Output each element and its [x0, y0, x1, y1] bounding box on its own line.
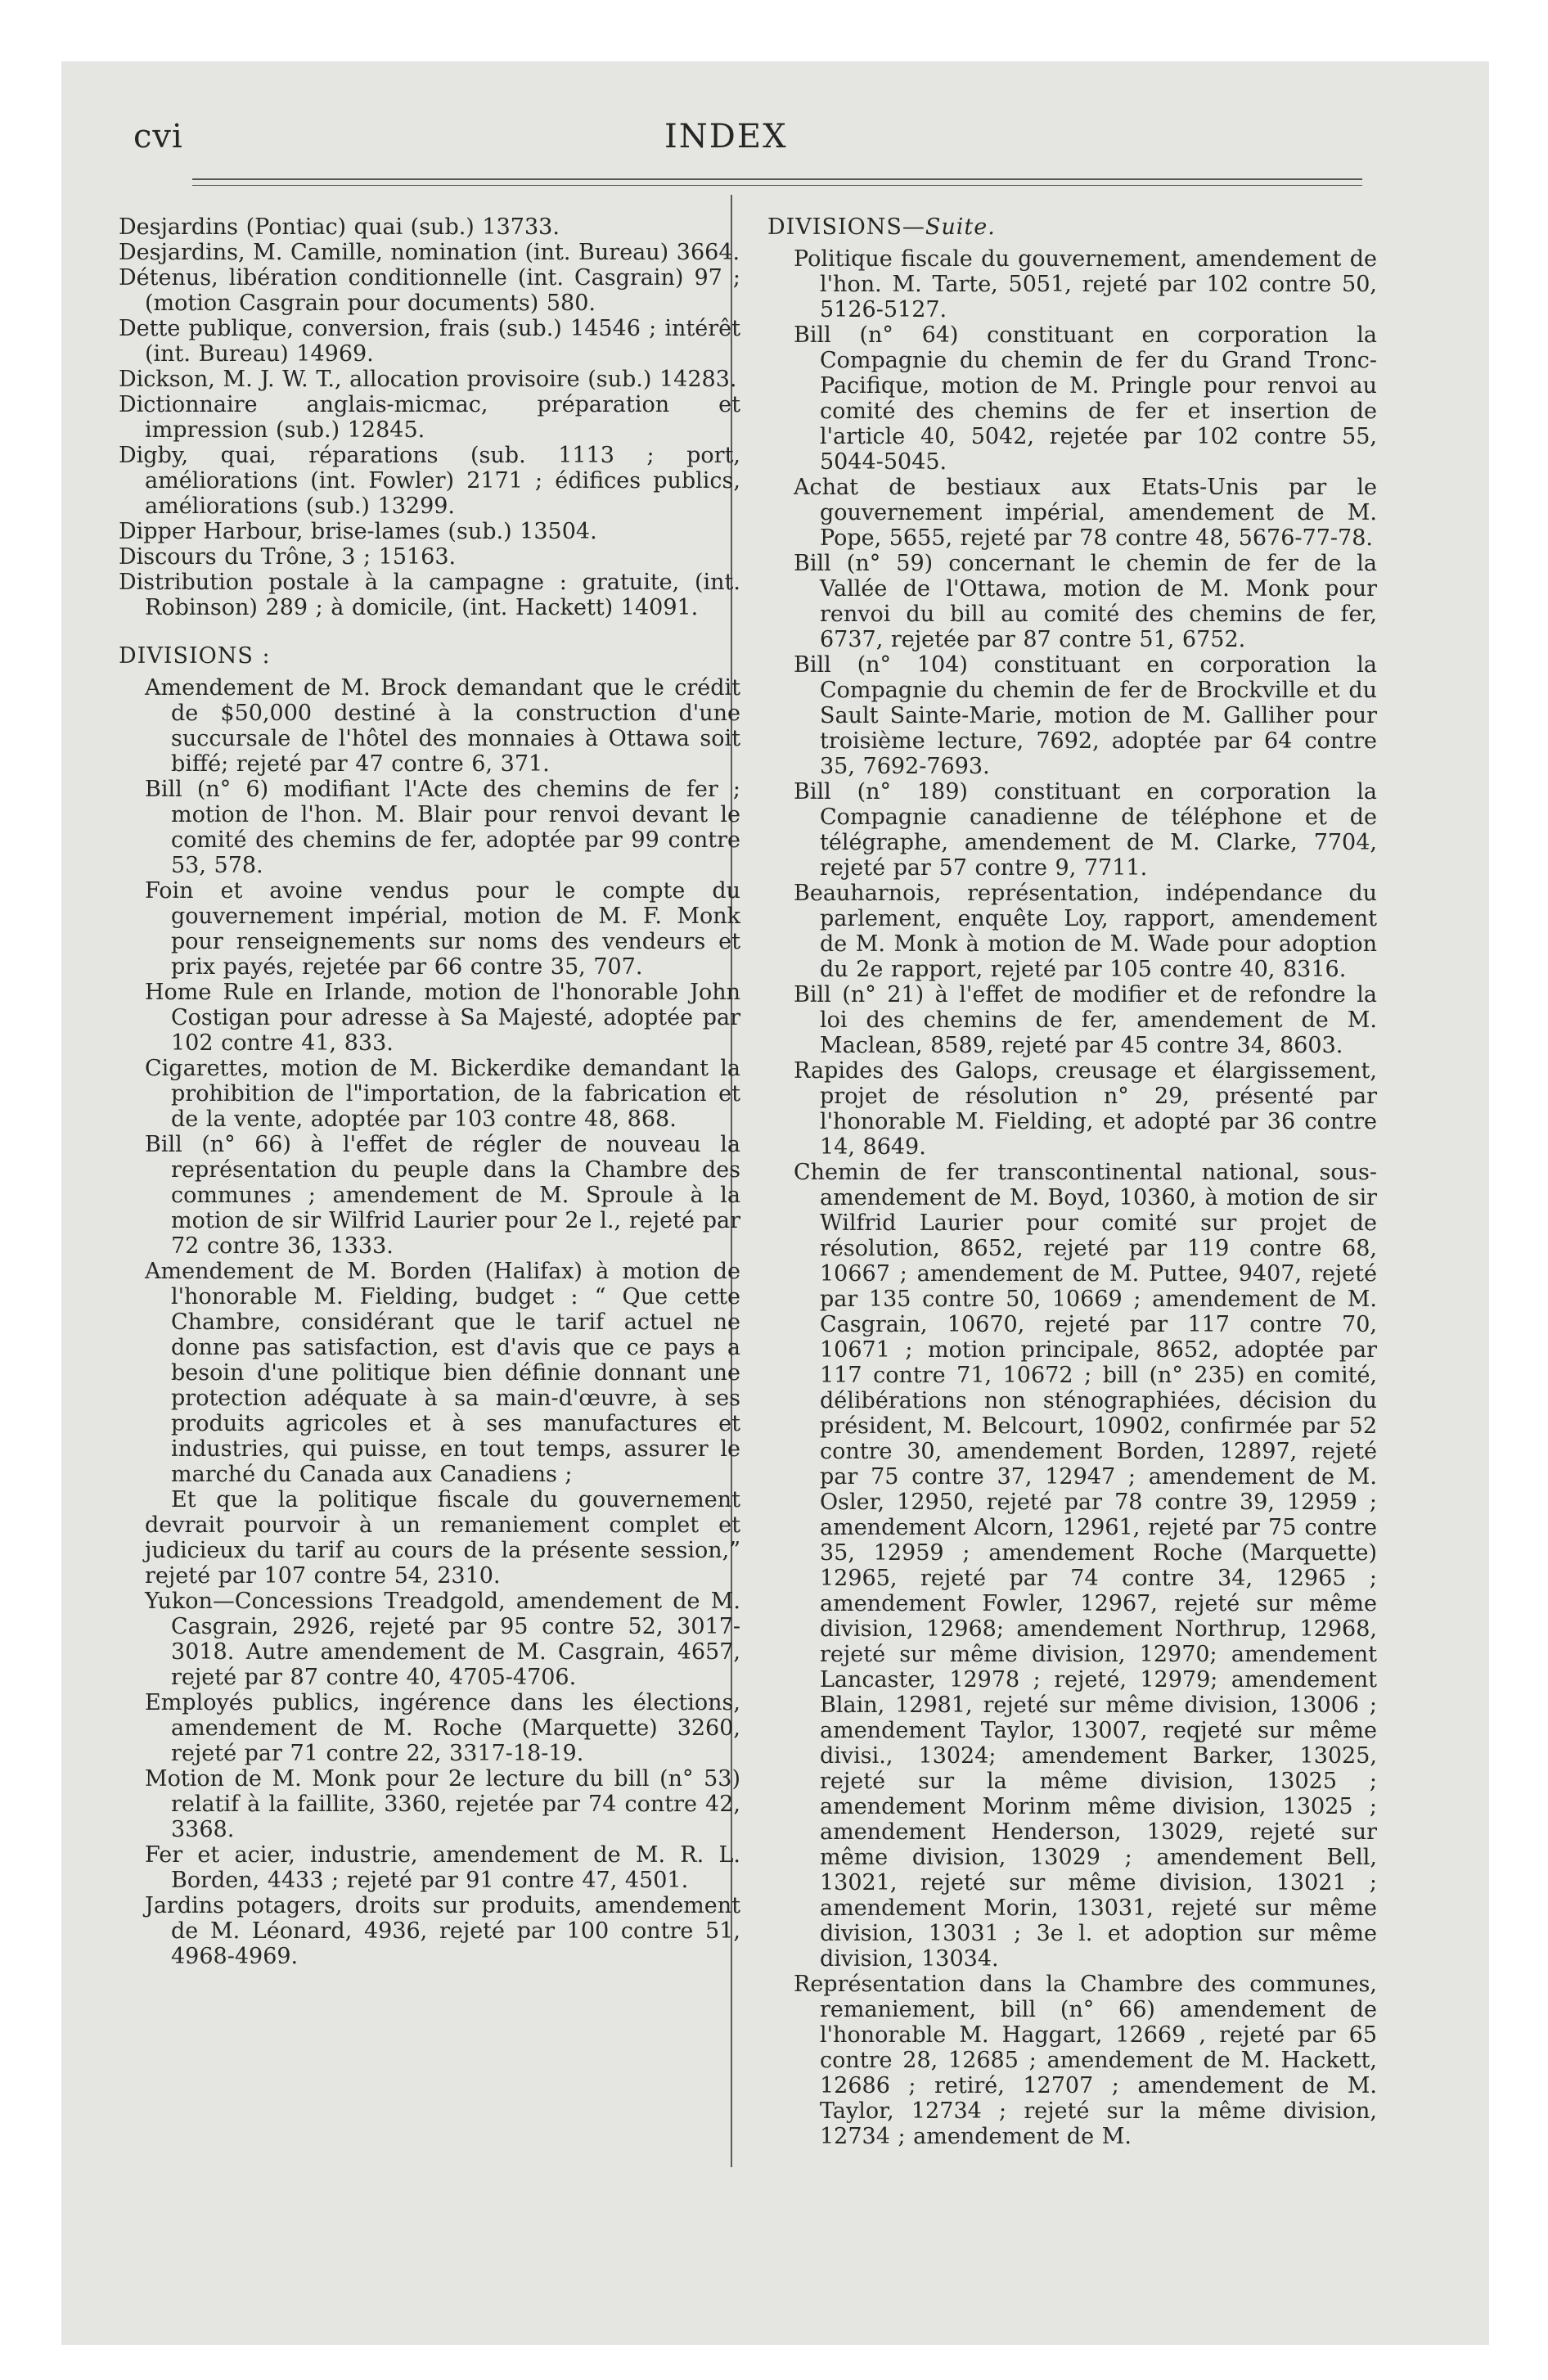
division-entry: Bill (n° 21) à l'effet de modifier et de refondre la loi des chemins de fer, amendement de M. Maclean, 8589, rejeté par 45 contre 34, 8603.: [794, 982, 1377, 1058]
index-entry: Dictionnaire anglais-micmac, préparation et impression (sub.) 12845.: [119, 392, 740, 443]
index-entry: Discours du Trône, 3 ; 15163.: [119, 544, 457, 570]
divisions-continued-heading: [767, 214, 1377, 240]
divisions-heading: DIVISIONS :: [119, 643, 271, 669]
division-entry: Bill (n° 104) constituant en corporation la Compagnie du chemin de fer de Brockville et du Sault Sainte-Marie, motion de M. Galliher pour troisième lecture, 7692, adoptée par 64 contre 35, 7692-7693.: [794, 652, 1377, 779]
header-rule: [192, 178, 1362, 180]
division-entry: Bill (n° 64) constituant en corporation la Compagnie du chemin de fer du Grand Tronc-Pacifique, motion de M. Pringle pour renvoi au comité des chemins de fer et insertion de l'article 40, 5042, rejetée par 102 contre 55, 5044-5045.: [794, 322, 1377, 475]
division-entry: Beauharnois, représentation, indépendance du parlement, enquête Loy, rapport, amendement de M. Monk à motion de M. Wade pour adoption du 2e rapport, rejeté par 105 contre 40, 8316.: [794, 881, 1377, 982]
division-entry: Amendement de M. Brock demandant que le crédit de $50,000 destiné à la construction d'une succursale de l'hôtel des monnaies à Ottawa soit biffé; rejeté par 47 contre 6, 371.: [145, 675, 740, 777]
index-entry: Dickson, M. J. W. T., allocation provisoire (sub.) 14283.: [119, 367, 737, 392]
division-entry: Bill (n° 59) concernant le chemin de fer de la Vallée de l'Ottawa, motion de M. Monk pour renvoi du bill au comité des chemins de fer, 6737, rejetée par 87 contre 51, 6752.: [794, 551, 1377, 652]
division-entry: Bill (n° 6) modifiant l'Acte des chemins de fer ; motion de l'hon. M. Blair pour renvoi devant le comité des chemins de fer, adoptée par 99 contre 53, 578.: [145, 777, 740, 878]
page-number: cvi: [133, 118, 183, 156]
division-entry-continuation: Et que la politique fiscale du gouvernement devrait pourvoir à un remaniement complet et judicieux du tarif au cours de la présente session,” rejeté par 107 contre 54, 2310.: [145, 1487, 740, 1589]
division-entry: Chemin de fer transcontinental national, sous-amendement de M. Boyd, 10360, à motion de sir Wilfrid Laurier pour comité sur projet de résolution, 8652, rejeté par 119 contre 68, 10667 ; amendement de M. Puttee, 9407, rejeté par 135 contre 50, 10669 ; amendement de M. Casgrain, 10670, rejeté par 117 contre 70, 10671 ; motion principale, 8652, adoptée par 117 contre 71, 10672 ; bill (n° 235) en comité, délibérations non sténographiées, décision du président, M. Belcourt, 10902, confirmée par 52 contre 30, amendement Borden, 12897, rejeté par 75 contre 37, 12947 ; amendement de M. Osler, 12950, rejeté par 78 contre 39, 12959 ; amendement Alcorn, 12961, rejeté par 75 contre 35, 12959 ; amendement Roche (Marquette) 12965, rejeté par 74 contre 34, 12965 ; amendement Fowler, 12967, rejeté sur même division, 12968; amendement Northrup, 12968, rejeté sur même division, 12970; amendement Lancaster, 12978 ; rejeté, 12979; amendement Blain, 12981, rejeté sur même division, 13006 ; amendement Taylor, 13007, reqjeté sur même divisi., 13024; amendement Barker, 13025, rejeté sur la même division, 13025 ; amendement Morinm même division, 13025 ; amendement Henderson, 13029, rejeté sur même division, 13029 ; amendement Bell, 13021, rejeté sur même division, 13021 ; amendement Morin, 13031, rejeté sur même division, 13031 ; 3e l. et adoption sur même division, 13034.: [794, 1160, 1377, 1972]
division-entry: Home Rule en Irlande, motion de l'honorable John Costigan pour adresse à Sa Majesté, adoptée par 102 contre 41, 833.: [145, 980, 740, 1056]
division-entry: Foin et avoine vendus pour le compte du gouvernement impérial, motion de M. F. Monk pour renseignements sur noms des vendeurs et prix payés, rejetée par 66 contre 35, 707.: [145, 878, 740, 980]
division-entry: Jardins potagers, droits sur produits, amendement de M. Léonard, 4936, rejeté par 100 contre 51, 4968-4969.: [145, 1893, 740, 1969]
division-entry: Représentation dans la Chambre des communes, remaniement, bill (n° 66) amendement de l'honorable M. Haggart, 12669 , rejeté par 65 contre 28, 12685 ; amendement de M. Hackett, 12686 ; retiré, 12707 ; amendement de M. Taylor, 12734 ; rejeté sur la même division, 12734 ; amendement de M.: [794, 1972, 1377, 2149]
division-entry: Bill (n° 66) à l'effet de régler de nouveau la représentation du peuple dans la Chambre des communes ; amendement de M. Sproule à la motion de sir Wilfrid Laurier pour 2e l., rejeté par 72 contre 36, 1333.: [145, 1132, 740, 1259]
page-title: INDEX: [664, 118, 788, 156]
division-entry: Politique fiscale du gouvernement, amendement de l'hon. M. Tarte, 5051, rejeté par 102 contre 50, 5126-5127.: [794, 246, 1377, 322]
division-entry: Fer et acier, industrie, amendement de M. R. L. Borden, 4433 ; rejeté par 91 contre 47, 4501.: [145, 1842, 740, 1893]
division-entry: Cigarettes, motion de M. Bickerdike demandant la prohibition de l"importation, de la fabrication et de la vente, adoptée par 103 contre 48, 868.: [145, 1056, 740, 1132]
division-entry: Amendement de M. Borden (Halifax) à motion de l'honorable M. Fielding, budget : “ Que cette Chambre, considérant que le tarif actuel ne donne pas satisfaction, est d'avis que ce pays a besoin d'une politique bien définie donnant une protection adéquate à sa main-d'œuvre, à ses produits agricoles et à ses manufactures et industries, qui puisse, en tout temps, assurer le marché du Canada aux Canadiens ;: [145, 1259, 740, 1487]
index-entry: Digby, quai, réparations (sub. 1113 ; port, améliorations (int. Fowler) 2171 ; édifices publics, améliorations (sub.) 13299.: [119, 443, 740, 519]
division-entry: Rapides des Galops, creusage et élargissement, projet de résolution n° 29, présenté par l'honorable M. Fielding, et adopté par 36 contre 14, 8649.: [794, 1058, 1377, 1160]
header-rule-thin: [192, 185, 1362, 186]
index-entry: Dipper Harbour, brise-lames (sub.) 13504.: [119, 519, 597, 544]
left-column: [119, 214, 740, 1969]
index-entry: Distribution postale à la campagne : gratuite, (int. Robinson) 289 ; à domicile, (int. Hackett) 14091.: [119, 570, 740, 620]
index-entry: Desjardins, M. Camille, nomination (int. Bureau) 3664.: [119, 240, 740, 265]
index-entry: Détenus, libération conditionnelle (int. Casgrain) 97 ; (motion Casgrain pour documents) 580.: [119, 265, 740, 316]
division-entry: Achat de bestiaux aux Etats-Unis par le gouvernement impérial, amendement de M. Pope, 5655, rejeté par 78 contre 48, 5676-77-78.: [794, 475, 1377, 551]
right-column: [767, 214, 1377, 2149]
division-entry: Employés publics, ingérence dans les élections, amendement de M. Roche (Marquette) 3260, rejeté par 71 contre 22, 3317-18-19.: [145, 1690, 740, 1766]
index-entry: Dette publique, conversion, frais (sub.) 14546 ; intérêt (int. Bureau) 14969.: [119, 316, 740, 367]
division-entry: Bill (n° 189) constituant en corporation la Compagnie canadienne de téléphone et de télégraphe, amendement de M. Clarke, 7704, rejeté par 57 contre 9, 7711.: [794, 779, 1377, 881]
index-entry: Desjardins (Pontiac) quai (sub.) 13733.: [119, 214, 560, 240]
division-entry: Yukon—Concessions Treadgold, amendement de M. Casgrain, 2926, rejeté par 95 contre 52, 3017-3018. Autre amendement de M. Casgrain, 4657, rejeté par 87 contre 40, 4705-4706.: [145, 1589, 740, 1690]
division-entry: Motion de M. Monk pour 2e lecture du bill (n° 53) relatif à la faillite, 3360, rejetée par 74 contre 42, 3368.: [145, 1766, 740, 1842]
heading-suffix: Suite.: [925, 214, 996, 240]
heading-prefix: DIVISIONS—: [767, 214, 925, 240]
